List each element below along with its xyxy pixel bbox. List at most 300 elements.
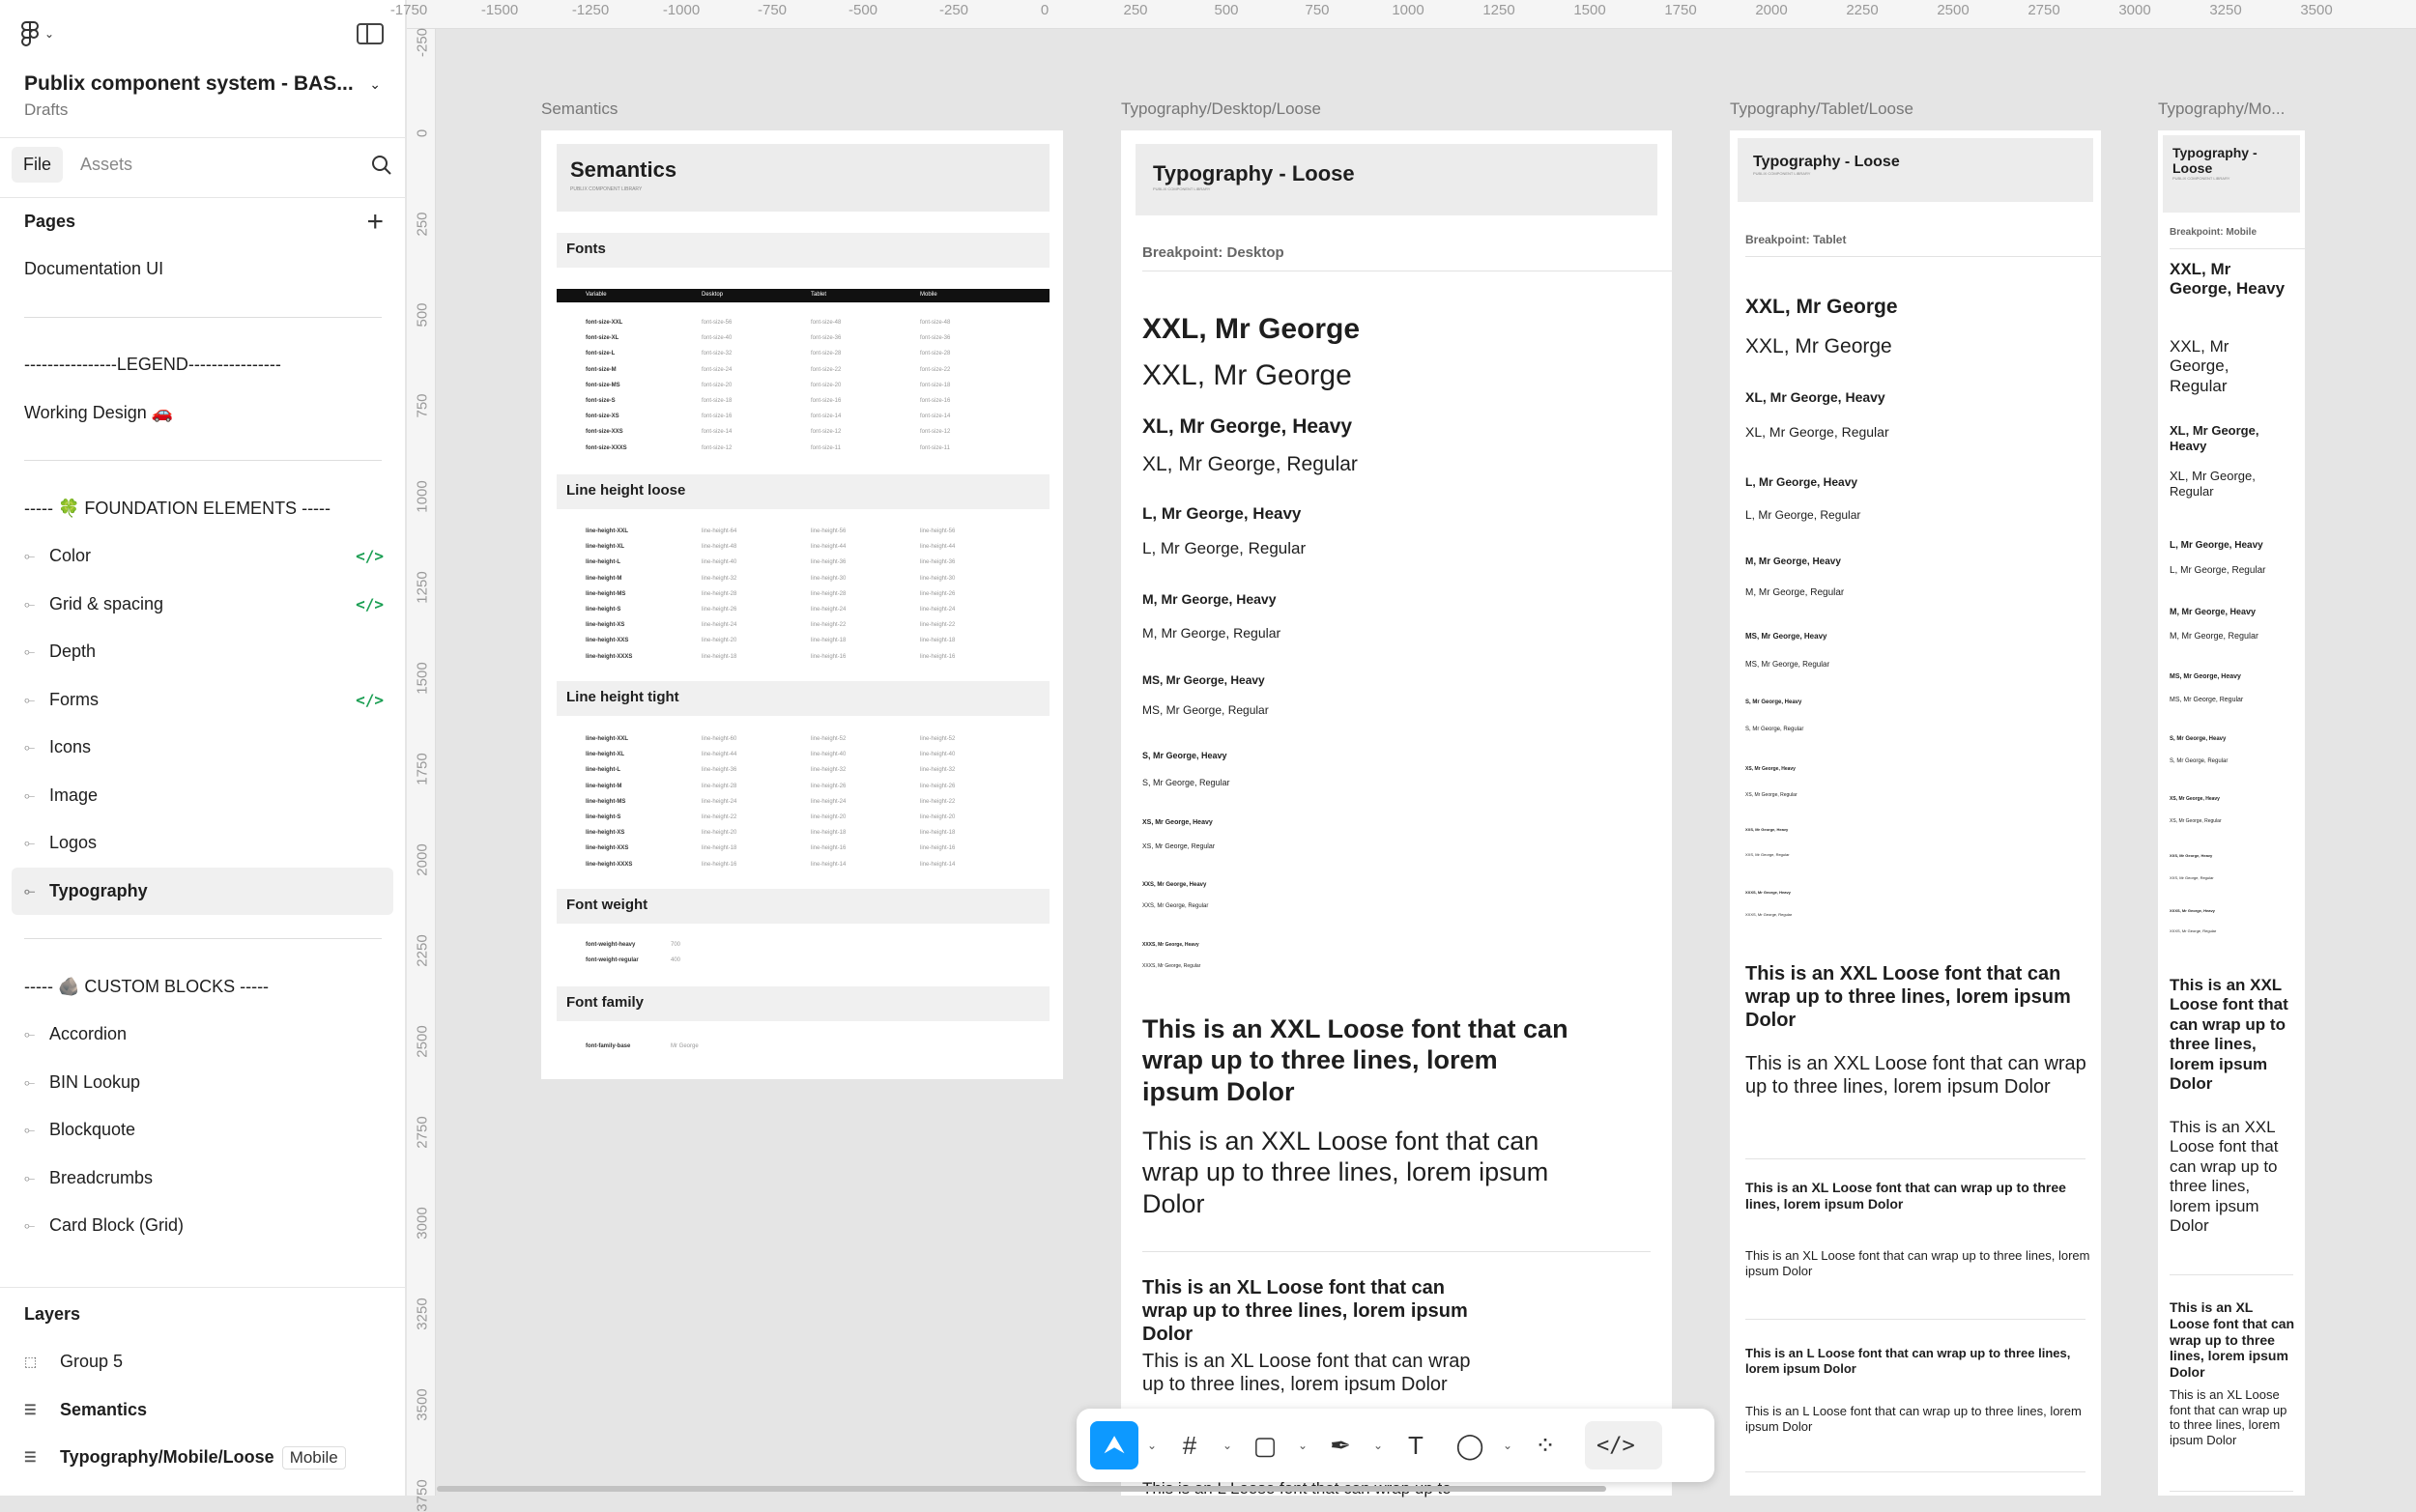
semantics-table-cell: font-weight-regular (586, 957, 639, 963)
ruler-tick-label: 3250 (414, 1298, 431, 1330)
type-sample: L, Mr George, Regular (1745, 508, 1861, 522)
semantics-table-cell: font-size-22 (920, 366, 951, 373)
type-sample: This is an XXL Loose font that can wrap up to three lines, lorem ipsum Dolor (1142, 1014, 1568, 1106)
type-sample: XXXS, Mr George, Regular (1745, 912, 1793, 917)
semantics-table-cell: line-height-16 (702, 861, 737, 868)
semantics-section-title: Font weight (557, 889, 1050, 924)
semantics-table-cell: line-height-32 (702, 575, 737, 582)
semantics-table-cell: line-height-18 (920, 830, 956, 837)
type-sample: This is an XL Loose font that can wrap up to three lines, lorem ipsum Dolor (1745, 1180, 2066, 1212)
type-sample: S, Mr George, Heavy (2170, 736, 2227, 742)
semantics-table-row (586, 367, 1024, 375)
semantics-table-cell: font-size-L (586, 351, 616, 357)
type-sample: MS, Mr George, Regular (1142, 703, 1269, 717)
semantics-table-cell: font-size-28 (811, 351, 842, 357)
ruler-tick-label: 1500 (414, 662, 431, 695)
semantics-table-cell: line-height-14 (920, 861, 956, 868)
ruler-tick-label: -1500 (480, 2, 519, 18)
page-item[interactable] (0, 1106, 405, 1155)
text-tool-button[interactable] (1392, 1421, 1440, 1469)
semantics-table-col-header: Variable (586, 292, 607, 298)
semantics-table-cell: line-height-S (586, 814, 621, 820)
semantics-table-cell: font-size-12 (920, 429, 951, 436)
semantics-table-cell: line-height-26 (920, 783, 956, 789)
semantics-table-row (586, 638, 1024, 645)
semantics-table-cell: font-size-16 (702, 414, 733, 420)
semantics-table-cell: line-height-36 (920, 559, 956, 566)
chevron-down-icon: ⌄ (44, 27, 55, 41)
semantics-table-row (586, 414, 1024, 421)
semantics-table-cell: font-size-XXL (586, 320, 623, 326)
page-item[interactable] (0, 1011, 405, 1059)
type-sample: This is an L Loose font that can wrap up to three lines, lorem ipsum Dolor (1745, 1404, 2082, 1434)
semantics-table-cell: font-size-20 (811, 382, 842, 388)
semantics-table-cell: font-size-14 (920, 414, 951, 420)
typography-frame-header (1738, 138, 2093, 202)
chevron-down-icon[interactable]: ⌄ (1297, 1439, 1309, 1452)
semantics-table-cell: line-height-28 (702, 783, 737, 789)
pages-label: Pages (24, 212, 76, 231)
ruler-tick-label: 1500 (1573, 2, 1606, 18)
pen-tool-button[interactable] (1316, 1421, 1365, 1469)
semantics-table-cell: line-height-16 (920, 653, 956, 660)
breakpoint-label: Breakpoint: Tablet (1745, 233, 1847, 246)
file-title: Publix component system - BAS... (24, 72, 354, 95)
search-icon[interactable] (370, 154, 393, 177)
dev-mode-code-icon: </> (356, 547, 384, 566)
type-sample: MS, Mr George, Heavy (2170, 673, 2241, 680)
page-item-label: Accordion (49, 1024, 128, 1044)
frame-tool-button[interactable] (1165, 1421, 1214, 1469)
semantics-table-cell: line-height-24 (811, 607, 847, 613)
type-sample: S, Mr George, Regular (1142, 778, 1230, 787)
type-sample: XXL, Mr George (1745, 335, 1892, 357)
type-sample: This is an XL Loose font that can wrap up to three lines, lorem ipsum Dolor (1745, 1248, 2090, 1278)
type-sample: XXXS, Mr George, Heavy (1142, 942, 1199, 948)
semantics-table-row (586, 752, 1024, 759)
semantics-table-header (557, 289, 1050, 302)
semantics-table-cell: line-height-52 (811, 736, 847, 742)
typography-frame-header (2163, 135, 2300, 213)
page-branch-icon: ⟜ (24, 643, 36, 660)
vertical-ruler (407, 27, 436, 1512)
semantics-table-cell: line-height-XXXS (586, 861, 633, 868)
frame-typography-tablet[interactable] (1730, 130, 2101, 1496)
page-item-label: Typography (49, 880, 148, 900)
type-sample: S, Mr George, Regular (1745, 727, 1804, 732)
page-branch-icon: ⟜ (24, 1122, 36, 1138)
type-sample: This is an L Loose font that can wrap up to three lines, lorem ipsum Dolor (1745, 1346, 2071, 1376)
ruler-tick-label: 0 (1040, 2, 1050, 18)
type-sample: XL, Mr George, Regular (1745, 424, 1889, 440)
page-item[interactable] (0, 819, 405, 868)
add-page-icon[interactable]: + (366, 205, 384, 238)
type-sample: This is an XL Loose font that can wrap up to three lines, lorem ipsum Dolor (2170, 1299, 2295, 1381)
semantics-table-cell: line-height-L (586, 559, 620, 566)
file-location[interactable]: Drafts (24, 100, 69, 119)
type-sample: This is an XXL Loose font that can wrap up to three lines, lorem ipsum Dolor (1142, 1127, 1549, 1218)
type-sample: XL, Mr George, Regular (2170, 469, 2256, 499)
actions-tool-button[interactable] (1521, 1421, 1569, 1469)
frame-label-tablet[interactable]: Typography/Tablet/Loose (1730, 100, 1913, 118)
text-tool-icon: T (1408, 1430, 1424, 1460)
ruler-tick-label: -1250 (571, 2, 610, 18)
page-item[interactable] (0, 963, 405, 1012)
ruler-tick-label: 2750 (414, 1116, 431, 1149)
typography-frame-title: Typography - Loose (1153, 161, 1355, 185)
ruler-tick-label: 3500 (414, 1388, 431, 1421)
ruler-tick-label: 250 (414, 212, 431, 237)
type-sample: XXL, Mr George, Heavy (2170, 260, 2286, 299)
page-item[interactable] (0, 772, 405, 820)
page-item[interactable] (12, 868, 393, 916)
page-item[interactable] (0, 581, 405, 629)
page-item-label: Forms (49, 689, 99, 709)
semantics-table-cell: line-height-32 (811, 767, 847, 774)
semantics-header (557, 144, 1050, 212)
semantics-subtitle: PUBLIX COMPONENT LIBRARY (570, 186, 643, 192)
group-icon: ⬚ (24, 1354, 38, 1370)
page-item[interactable] (0, 341, 405, 389)
layer-item[interactable] (0, 1338, 406, 1386)
semantics-table-cell: line-height-28 (811, 590, 847, 597)
type-sample: M, Mr George, Regular (1142, 625, 1281, 641)
semantics-table-row (586, 445, 1024, 453)
chevron-down-icon[interactable]: ⌄ (1146, 1439, 1158, 1452)
page-branch-icon: ⟜ (24, 548, 36, 564)
semantics-table-cell: line-height-28 (702, 590, 737, 597)
pages-separator (0, 437, 405, 485)
semantics-table-cell: line-height-L (586, 767, 620, 774)
semantics-table-cell: font-size-36 (811, 335, 842, 342)
page-branch-icon: ⟜ (24, 1217, 36, 1234)
ruler-tick-label: -750 (757, 2, 788, 18)
comment-tool-icon: ◯ (1455, 1430, 1484, 1460)
type-sample: L, Mr George, Heavy (1142, 504, 1302, 523)
ruler-tick-label: 250 (1123, 2, 1148, 18)
horizontal-ruler (389, 0, 2416, 29)
typography-frame-subtitle: PUBLIX COMPONENT LIBRARY (1153, 186, 1211, 191)
semantics-table-cell: font-size-24 (702, 366, 733, 373)
ruler-tick-label: 750 (414, 393, 431, 418)
semantics-table-row (586, 320, 1024, 328)
bottom-toolbar (1077, 1409, 1714, 1482)
semantics-table-cell: font-size-18 (920, 382, 951, 388)
type-sample: MS, Mr George, Heavy (1745, 632, 1827, 641)
semantics-table-cell: line-height-52 (920, 736, 956, 742)
frame-typography-desktop[interactable] (1121, 130, 1672, 1496)
semantics-table-cell: line-height-18 (702, 653, 737, 660)
page-item[interactable] (0, 389, 405, 438)
page-item[interactable] (0, 1059, 405, 1107)
frame-semantics[interactable] (541, 130, 1063, 1079)
semantics-table-cell: line-height-XL (586, 544, 624, 551)
toggle-sidebar-icon[interactable] (357, 23, 384, 44)
page-item-label: Icons (49, 737, 92, 757)
breakpoint-label: Breakpoint: Desktop (1142, 244, 1284, 261)
type-sample: L, Mr George, Regular (2170, 565, 2266, 576)
page-item-label: BIN Lookup (49, 1071, 141, 1092)
semantics-table-row (586, 622, 1024, 630)
semantics-table-col-header: Desktop (702, 292, 724, 298)
type-sample: MS, Mr George, Regular (2170, 697, 2244, 703)
semantics-table-cell: line-height-44 (920, 544, 956, 551)
semantics-table-cell: font-size-40 (702, 335, 733, 342)
semantics-table-cell: Mr George (671, 1043, 699, 1049)
chevron-down-icon[interactable]: ⌄ (1222, 1439, 1233, 1452)
semantics-table-row (586, 799, 1024, 807)
divider-line (2170, 1274, 2293, 1275)
move-tool-icon: ⮝ (1103, 1430, 1126, 1459)
semantics-table-cell: line-height-22 (702, 814, 737, 820)
ruler-tick-label: 1250 (414, 571, 431, 604)
layer-item[interactable] (0, 1434, 406, 1482)
page-branch-icon: ⟜ (24, 835, 36, 851)
rectangle-tool-button[interactable] (1241, 1421, 1289, 1469)
tab-file[interactable]: File (12, 147, 63, 183)
move-tool-button[interactable] (1090, 1421, 1138, 1469)
page-item-label: Card Block (Grid) (49, 1215, 185, 1236)
semantics-table-cell: 700 (671, 942, 681, 948)
semantics-table-row (586, 576, 1024, 584)
ruler-tick-label: 0 (414, 128, 431, 138)
semantics-title: Semantics (570, 157, 677, 182)
semantics-table-col-header: Mobile (920, 292, 937, 298)
dev-mode-code-icon: </> (356, 690, 384, 709)
type-sample: This is an XXL Loose font that can wrap up to three lines, lorem ipsum Dolor (1745, 963, 2071, 1031)
semantics-table-cell: line-height-30 (811, 575, 847, 582)
semantics-table-row (586, 767, 1024, 775)
ruler-tick-label: 1000 (1392, 2, 1424, 18)
semantics-table-cell: font-size-48 (920, 320, 951, 326)
ruler-tick-label: 2250 (1846, 2, 1879, 18)
divider-line (1745, 1319, 2085, 1320)
semantics-table-cell: line-height-18 (920, 638, 956, 644)
frame-typography-mobile[interactable] (2158, 130, 2305, 1496)
type-sample: XXS, Mr George, Heavy (2170, 853, 2213, 858)
ruler-tick-label: 1250 (1482, 2, 1515, 18)
semantics-table-cell: line-height-MS (586, 798, 626, 805)
semantics-table-cell: line-height-XXXS (586, 653, 633, 660)
type-sample: XXS, Mr George, Heavy (1142, 882, 1207, 888)
semantics-table-cell: line-height-60 (702, 736, 737, 742)
page-branch-icon: ⟜ (24, 1026, 36, 1042)
type-sample: XXS, Mr George, Regular (2170, 875, 2214, 880)
ruler-tick-label: 1750 (414, 753, 431, 785)
semantics-table-cell: line-height-26 (702, 607, 737, 613)
tab-assets[interactable]: Assets (80, 155, 133, 174)
semantics-table-cell: font-size-32 (702, 351, 733, 357)
semantics-table-cell: line-height-26 (811, 783, 847, 789)
chevron-down-icon[interactable]: ⌄ (369, 75, 381, 92)
semantics-table-cell: line-height-32 (920, 767, 956, 774)
semantics-table-cell: font-size-14 (811, 414, 842, 420)
semantics-table-cell: line-height-XS (586, 830, 625, 837)
semantics-table-cell: line-height-40 (920, 752, 956, 758)
semantics-table-row (586, 862, 1024, 870)
semantics-table-row (586, 784, 1024, 791)
chevron-down-icon[interactable]: ⌄ (1502, 1439, 1513, 1452)
semantics-table-cell: line-height-16 (811, 653, 847, 660)
type-sample: XXS, Mr George, Heavy (1745, 827, 1789, 832)
type-sample: XXS, Mr George, Regular (1142, 903, 1209, 909)
page-item[interactable] (0, 628, 405, 676)
page-branch-icon: ⟜ (24, 1169, 36, 1185)
semantics-table-cell: font-size-14 (702, 429, 733, 436)
page-item[interactable] (0, 1155, 405, 1203)
page-branch-icon: ⟜ (24, 1073, 36, 1090)
semantics-table-row (586, 957, 1024, 965)
horizontal-scrollbar[interactable] (437, 1486, 1606, 1492)
file-title-row[interactable] (0, 68, 405, 100)
sidebar-top-bar (0, 0, 405, 68)
frame-icon: ☰ (24, 1449, 37, 1466)
left-sidebar (0, 0, 406, 1496)
semantics-table-row (586, 429, 1024, 437)
typography-frame-title: Typography - Loose (1753, 154, 1900, 170)
semantics-table-cell: font-size-XXXS (586, 444, 627, 451)
semantics-table-row (586, 814, 1024, 822)
divider-line (2170, 248, 2305, 249)
semantics-table-row (586, 1043, 1024, 1051)
frame-label-desktop[interactable]: Typography/Desktop/Loose (1121, 100, 1321, 118)
ruler-tick-label: 3000 (414, 1207, 431, 1240)
semantics-table-cell: line-height-22 (920, 622, 956, 629)
type-sample: L, Mr George, Heavy (1745, 475, 1858, 489)
semantics-table-row (586, 736, 1024, 744)
rectangle-tool-icon: ▢ (1252, 1430, 1278, 1460)
page-item[interactable] (0, 676, 405, 725)
page-item[interactable] (0, 532, 405, 581)
ruler-tick-label: -1000 (662, 2, 701, 18)
semantics-table-row (586, 351, 1024, 358)
design-canvas[interactable] (437, 30, 2416, 1496)
semantics-table-row (586, 544, 1024, 552)
layer-item[interactable] (0, 1386, 406, 1435)
type-sample: M, Mr George, Heavy (1745, 556, 1841, 567)
semantics-table-cell: font-size-11 (920, 444, 950, 451)
dev-mode-toggle[interactable] (1585, 1421, 1662, 1469)
type-sample: XXS, Mr George, Regular (1745, 852, 1790, 857)
ruler-tick-label: -500 (848, 2, 878, 18)
semantics-table-cell: line-height-M (586, 575, 622, 582)
semantics-table-cell: line-height-24 (920, 607, 956, 613)
semantics-table-cell: font-size-20 (702, 382, 733, 388)
semantics-table-cell: line-height-56 (811, 528, 847, 534)
semantics-table-cell: line-height-30 (920, 575, 956, 582)
ruler-tick-label: 3250 (2209, 2, 2242, 18)
page-item[interactable] (0, 245, 405, 294)
page-item[interactable] (0, 724, 405, 772)
figma-logo-icon (21, 21, 39, 46)
type-sample: S, Mr George, Heavy (1745, 699, 1802, 705)
typography-frame-subtitle: PUBLIX COMPONENT LIBRARY (1753, 171, 1811, 176)
sidebar-tabs (0, 137, 405, 191)
ruler-tick-label: 500 (1214, 2, 1239, 18)
type-sample: XL, Mr George, Heavy (2170, 423, 2259, 453)
ruler-tick-label: -250 (938, 2, 969, 18)
page-item[interactable] (0, 1202, 405, 1250)
frame-label-mobile[interactable]: Typography/Mo... (2158, 100, 2286, 118)
type-sample: MS, Mr George, Heavy (1142, 673, 1265, 687)
semantics-table-cell: line-height-XXL (586, 736, 628, 742)
semantics-table-cell: font-size-36 (920, 335, 951, 342)
typography-frame-header (1136, 144, 1657, 215)
layers-header (0, 1290, 406, 1338)
semantics-table-cell: line-height-18 (811, 638, 847, 644)
type-sample: XL, Mr George, Heavy (1745, 389, 1885, 405)
semantics-section-title: Font family (557, 986, 1050, 1021)
semantics-section-title: Fonts (557, 233, 1050, 268)
semantics-table-cell: line-height-16 (811, 845, 847, 852)
semantics-table-cell: font-size-11 (811, 444, 841, 451)
layer-item-label: Group 5 (60, 1352, 124, 1372)
type-sample: XXL, Mr George (1142, 313, 1361, 345)
page-branch-icon: ⟜ (24, 882, 36, 899)
divider-line (1745, 1471, 2085, 1472)
type-sample: XXL, Mr George (1745, 296, 1898, 318)
semantics-table-cell: font-size-M (586, 366, 617, 373)
type-sample: This is an XL Loose font that can wrap up to three lines, lorem ipsum Dolor (2170, 1387, 2287, 1447)
ruler-tick-label: 1000 (414, 480, 431, 513)
comment-tool-button[interactable] (1446, 1421, 1494, 1469)
layer-item-label: Semantics (60, 1399, 148, 1419)
semantics-table-cell: line-height-40 (702, 559, 737, 566)
page-item[interactable] (0, 485, 405, 533)
semantics-table-row (586, 559, 1024, 567)
semantics-table-cell: line-height-48 (702, 544, 737, 551)
semantics-table-row (586, 528, 1024, 536)
semantics-table-cell: line-height-36 (702, 767, 737, 774)
layers-label: Layers (24, 1303, 81, 1324)
semantics-table-cell: line-height-36 (811, 559, 847, 566)
ruler-tick-label: 2500 (1937, 2, 1970, 18)
semantics-table-cell: font-weight-heavy (586, 942, 636, 948)
semantics-table-cell: line-height-XL (586, 752, 624, 758)
semantics-table-cell: line-height-18 (702, 845, 737, 852)
typography-frame-subtitle: PUBLIX COMPONENT LIBRARY (2172, 176, 2230, 181)
semantics-table-cell: line-height-24 (811, 798, 847, 805)
semantics-table-cell: line-height-64 (702, 528, 737, 534)
semantics-table-cell: font-size-18 (702, 398, 733, 404)
layers-panel (0, 1287, 406, 1482)
semantics-table-row (586, 942, 1024, 950)
semantics-table-cell: line-height-20 (920, 814, 956, 820)
type-sample: XXXS, Mr George, Regular (2170, 928, 2217, 933)
frame-label-semantics[interactable]: Semantics (541, 100, 618, 118)
ruler-tick-label: 750 (1305, 2, 1330, 18)
semantics-table-cell: line-height-20 (702, 830, 737, 837)
semantics-table-cell: line-height-24 (702, 798, 737, 805)
semantics-table-cell: line-height-16 (920, 845, 956, 852)
main-menu-button[interactable] (21, 21, 54, 46)
semantics-table-cell: line-height-44 (811, 544, 847, 551)
semantics-table-cell: font-family-base (586, 1043, 631, 1049)
chevron-down-icon[interactable]: ⌄ (1372, 1439, 1384, 1452)
page-branch-icon: ⟜ (24, 691, 36, 707)
type-sample: This is an XXL Loose font that can wrap up to three lines, lorem ipsum Dolor (2170, 976, 2288, 1093)
type-sample: This is an XL Loose font that can wrap up to three lines, lorem ipsum Dolor (1142, 1351, 1471, 1395)
divider-line (2170, 1491, 2293, 1492)
page-item-label: Blockquote (49, 1120, 136, 1140)
type-sample: XS, Mr George, Heavy (1142, 819, 1213, 826)
divider-line (24, 938, 382, 939)
semantics-table-cell: line-height-56 (920, 528, 956, 534)
actions-tool-icon: ⁘ (1535, 1430, 1556, 1460)
ruler-tick-label: 2000 (414, 843, 431, 876)
semantics-table-cell: line-height-XS (586, 622, 625, 629)
type-sample: M, Mr George, Heavy (2170, 607, 2257, 616)
